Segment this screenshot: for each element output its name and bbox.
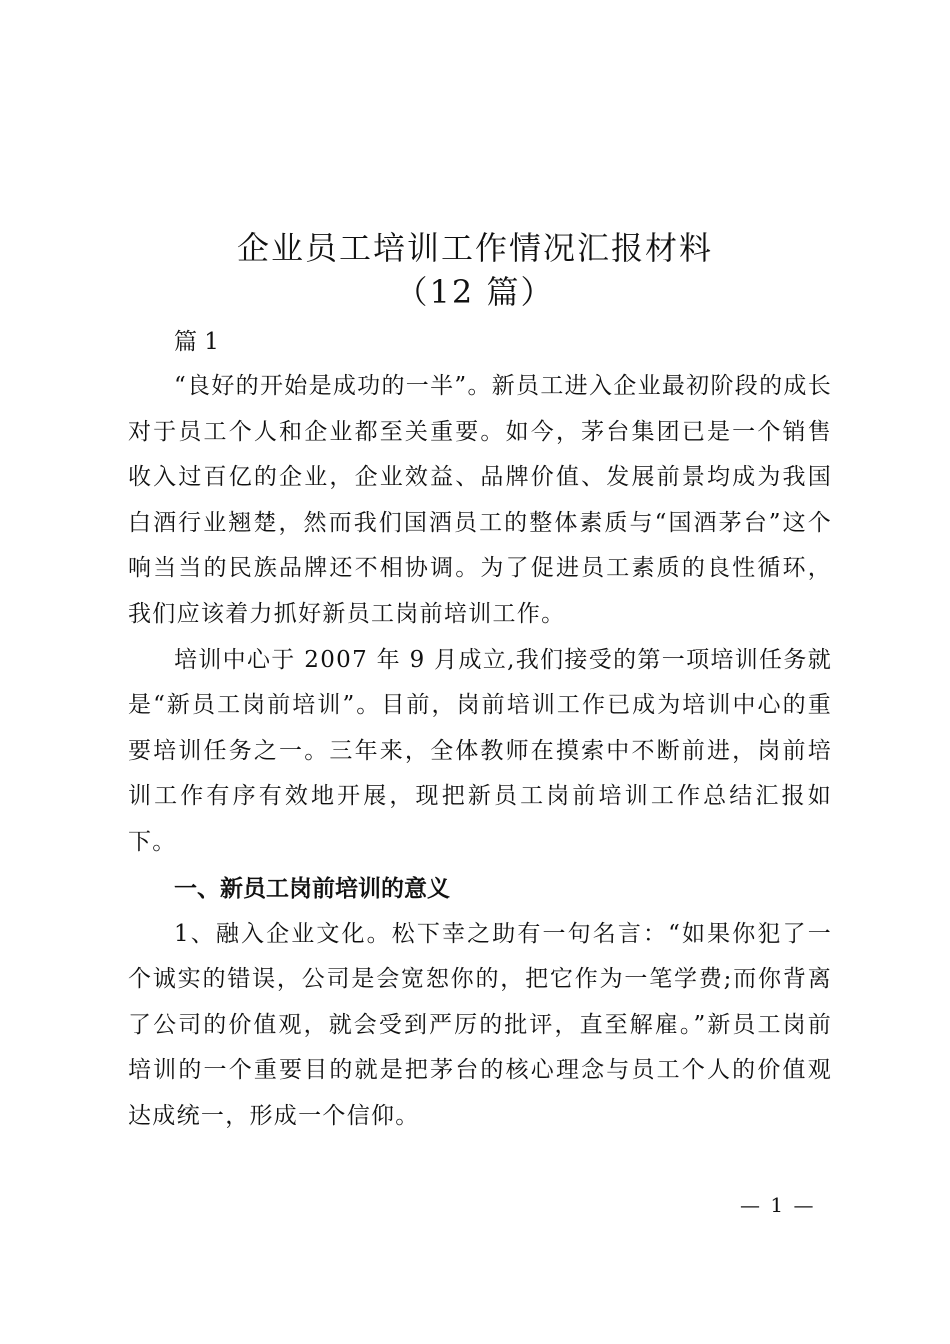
section-label: 篇 1 [174,329,219,355]
page-number: — 1 — [740,1193,816,1217]
section-heading: 一、新员工岗前培训的意义 [174,875,450,902]
document-title: 企业员工培训工作情况汇报材料 [236,229,713,267]
document-subtitle: （12 篇） [395,273,555,311]
paragraph-3: 1、融入企业文化。松下幸之助有一句名言：“如果你犯了一个诚实的错误，公司是会宽恕你的，把它作为一笔学费;而你背离了公司的价值观，就会受到严厉的批评，直至解雇。”新员工岗前培训的一个重要目的就是把茅台的核心理念与员工个人的价值观达成统一，形成一个信仰。 [128,920,832,1129]
document-body [128,322,832,1140]
paragraph-1: “良好的开始是成功的一半”。新员工进入企业最初阶段的成长对于员工个人和企业都至关重要。如今，茅台集团已是一个销售收入过百亿的企业，企业效益、品牌价值、发展前景均成为我国白酒行业翘楚，然而我们国酒员工的整体素质与“国酒茅台”这个响当当的民族品牌还不相协调。为了促进员工素质的良性循环，我们应该着力抓好新员工岗前培训工作。 [128,373,832,627]
paragraph-2: 培训中心于 2007 年 9 月成立,我们接受的第一项培训任务就是“新员工岗前培训”。目前，岗前培训工作已成为培训中心的重要培训任务之一。三年来，全体教师在摸索中不断前进，岗前培训工作有序有效地开展，现把新员工岗前培训工作总结汇报如下。 [128,646,832,855]
